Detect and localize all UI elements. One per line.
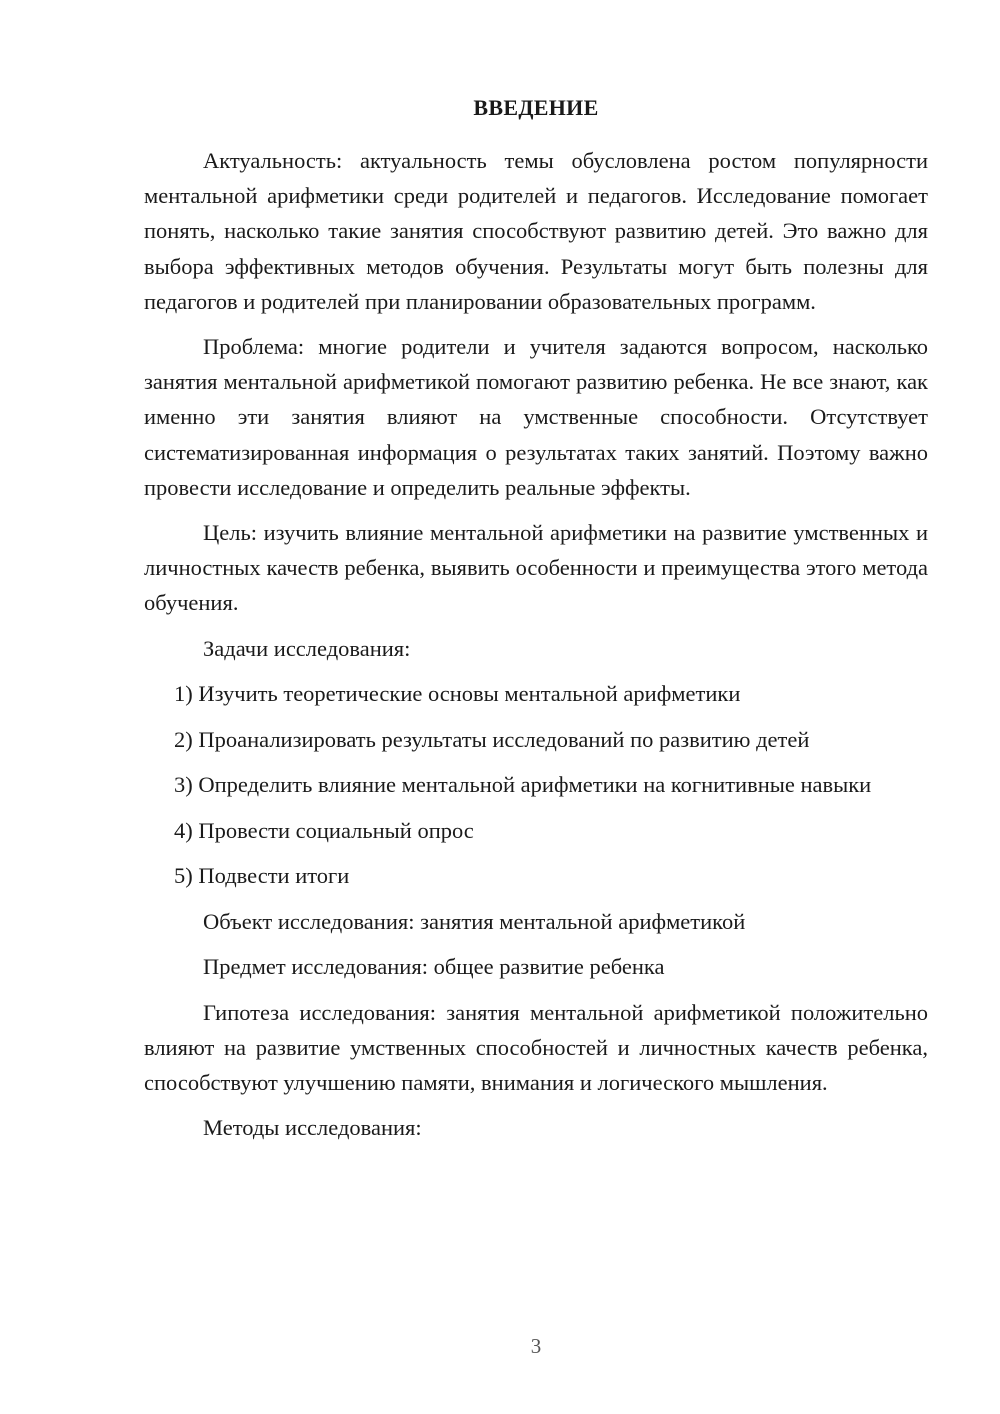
research-subject: Предмет исследования: общее развитие ребенка	[203, 954, 665, 980]
relevance-paragraph: Актуальность: актуальность темы обусловлена ростом популярности ментальной арифметики среди родителей и педагогов. Исследование помогает понять, насколько такие занятия способствуют развитию детей. Это важно для выбора эффективных методов обучения. Результаты могут быть полезны для педагогов и родителей при планировании образовательных программ.	[144, 148, 928, 314]
hypothesis-paragraph: Гипотеза исследования: занятия ментальной арифметикой положительно влияют на развитие умственных способностей и личностных качеств ребенка, способствуют улучшению памяти, внимания и логического мышления.	[144, 999, 928, 1096]
research-object: Объект исследования: занятия ментальной арифметикой	[203, 908, 746, 934]
task-item: 2) Проанализировать результаты исследований по развитию детей	[174, 726, 810, 752]
task-item: 5) Подвести итоги	[174, 863, 350, 889]
problem-paragraph: Проблема: многие родители и учителя задаются вопросом, насколько занятия ментальной арифметикой помогают развитию ребенка. Не все знают, как именно эти занятия влияют на умственные способности. Отсутствует систематизированная информация о результатах таких занятий. Поэтому важно провести исследование и определить реальные эффекты.	[144, 334, 928, 500]
goal-paragraph: Цель: изучить влияние ментальной арифметики на развитие умственных и личностных качеств ребенка, выявить особенности и преимущества этого метода обучения.	[144, 520, 928, 616]
tasks-heading: Задачи исследования:	[203, 635, 411, 661]
page-title: ВВЕДЕНИЕ	[473, 95, 599, 120]
page-number: 3	[530, 1334, 542, 1358]
methods-heading: Методы исследования:	[203, 1115, 422, 1141]
task-item: 1) Изучить теоретические основы ментальной арифметики	[174, 681, 741, 707]
task-item: 4) Провести социальный опрос	[174, 817, 474, 843]
task-item: 3) Определить влияние ментальной арифметики на когнитивные навыки	[174, 772, 872, 798]
document-body	[144, 143, 928, 1156]
